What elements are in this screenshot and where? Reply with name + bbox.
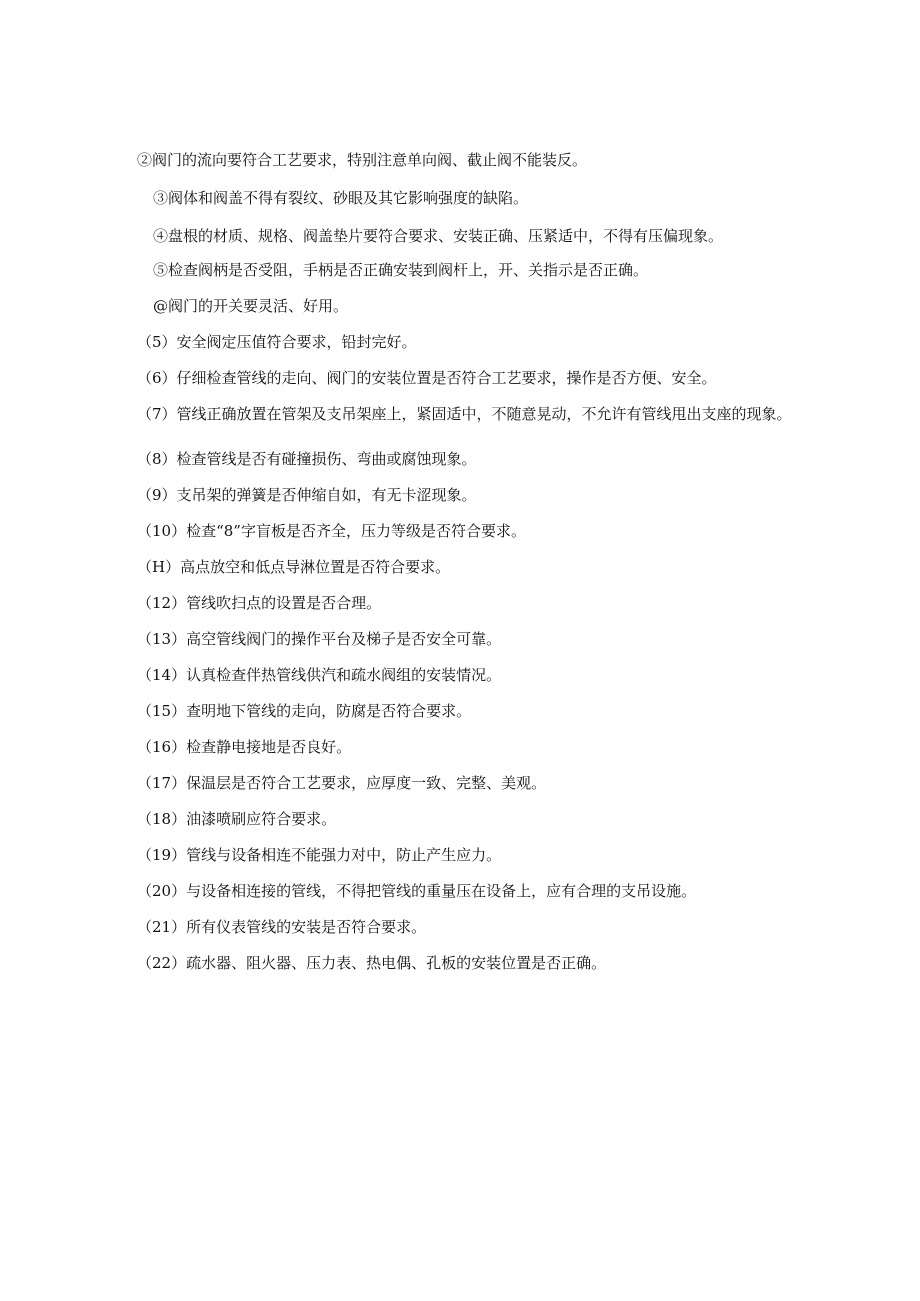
item-5: （5）安全阀定压值符合要求，铅封完好。: [137, 333, 417, 351]
item-12: （12）管线吹扫点的设置是否合理。: [137, 594, 382, 612]
paragraph-4-text: ④盘根的材质、规格、阀盖垫片要符合要求、安装正确、压紧适中，不得有压偏现象。: [153, 227, 724, 245]
document-body: [137, 150, 807, 973]
item-14: （14）认真检查伴热管线供汽和疏水阀组的安装情况。: [137, 666, 502, 684]
item-13: （13）高空管线阀门的操作平台及梯子是否安全可靠。: [137, 630, 502, 648]
item-21: （21）所有仪表管线的安装是否符合要求。: [137, 918, 427, 936]
item-10: （10）检查“8”字盲板是否齐全，压力等级是否符合要求。: [137, 522, 526, 540]
item-15: （15）查明地下管线的走向，防腐是否符合要求。: [137, 702, 472, 720]
paragraph-3: ③阀体和阀盖不得有裂纹、砂眼及其它影响强度的缺陷。: [153, 189, 529, 207]
item-22: （22）疏水器、阻火器、压力表、热电偶、孔板的安装位置是否正确。: [137, 954, 607, 972]
paragraph-6: @阀门的开关要灵活、好用。: [153, 297, 349, 315]
item-16: （16）检查静电接地是否良好。: [137, 738, 352, 756]
item-8: （8）检查管线是否有碰撞损伤、弯曲或腐蚀现象。: [137, 450, 477, 468]
item-20: （20）与设备相连接的管线，不得把管线的重量压在设备上，应有合理的支吊设施。: [137, 882, 697, 900]
item-9: （9）支吊架的弹簧是否伸缩自如，有无卡涩现象。: [137, 486, 477, 504]
paragraph-4: [137, 226, 773, 246]
item-18: （18）油漆喷刷应符合要求。: [137, 810, 337, 828]
paragraph-2: ②阀门的流向要符合工艺要求，特别注意单向阀、截止阀不能装反。: [137, 151, 588, 169]
paragraph-5: ⑤检查阀柄是否受阻，手柄是否正确安装到阀杆上，开、关指示是否正确。: [153, 261, 649, 279]
item-17: （17）保温层是否符合工艺要求，应厚度一致、完整、美观。: [137, 774, 547, 792]
item-7: （7）管线正确放置在管架及支吊架座上，紧固适中，不随意晃动，不允许有管线甩出支座的现象。: [137, 405, 792, 423]
item-19: （19）管线与设备相连不能强力对中，防止产生应力。: [137, 846, 502, 864]
item-6: （6）仔细检查管线的走向、阀门的安装位置是否符合工艺要求，操作是否方便、安全。: [137, 369, 717, 387]
item-11: （H）高点放空和低点导淋位置是否符合要求。: [137, 558, 451, 576]
